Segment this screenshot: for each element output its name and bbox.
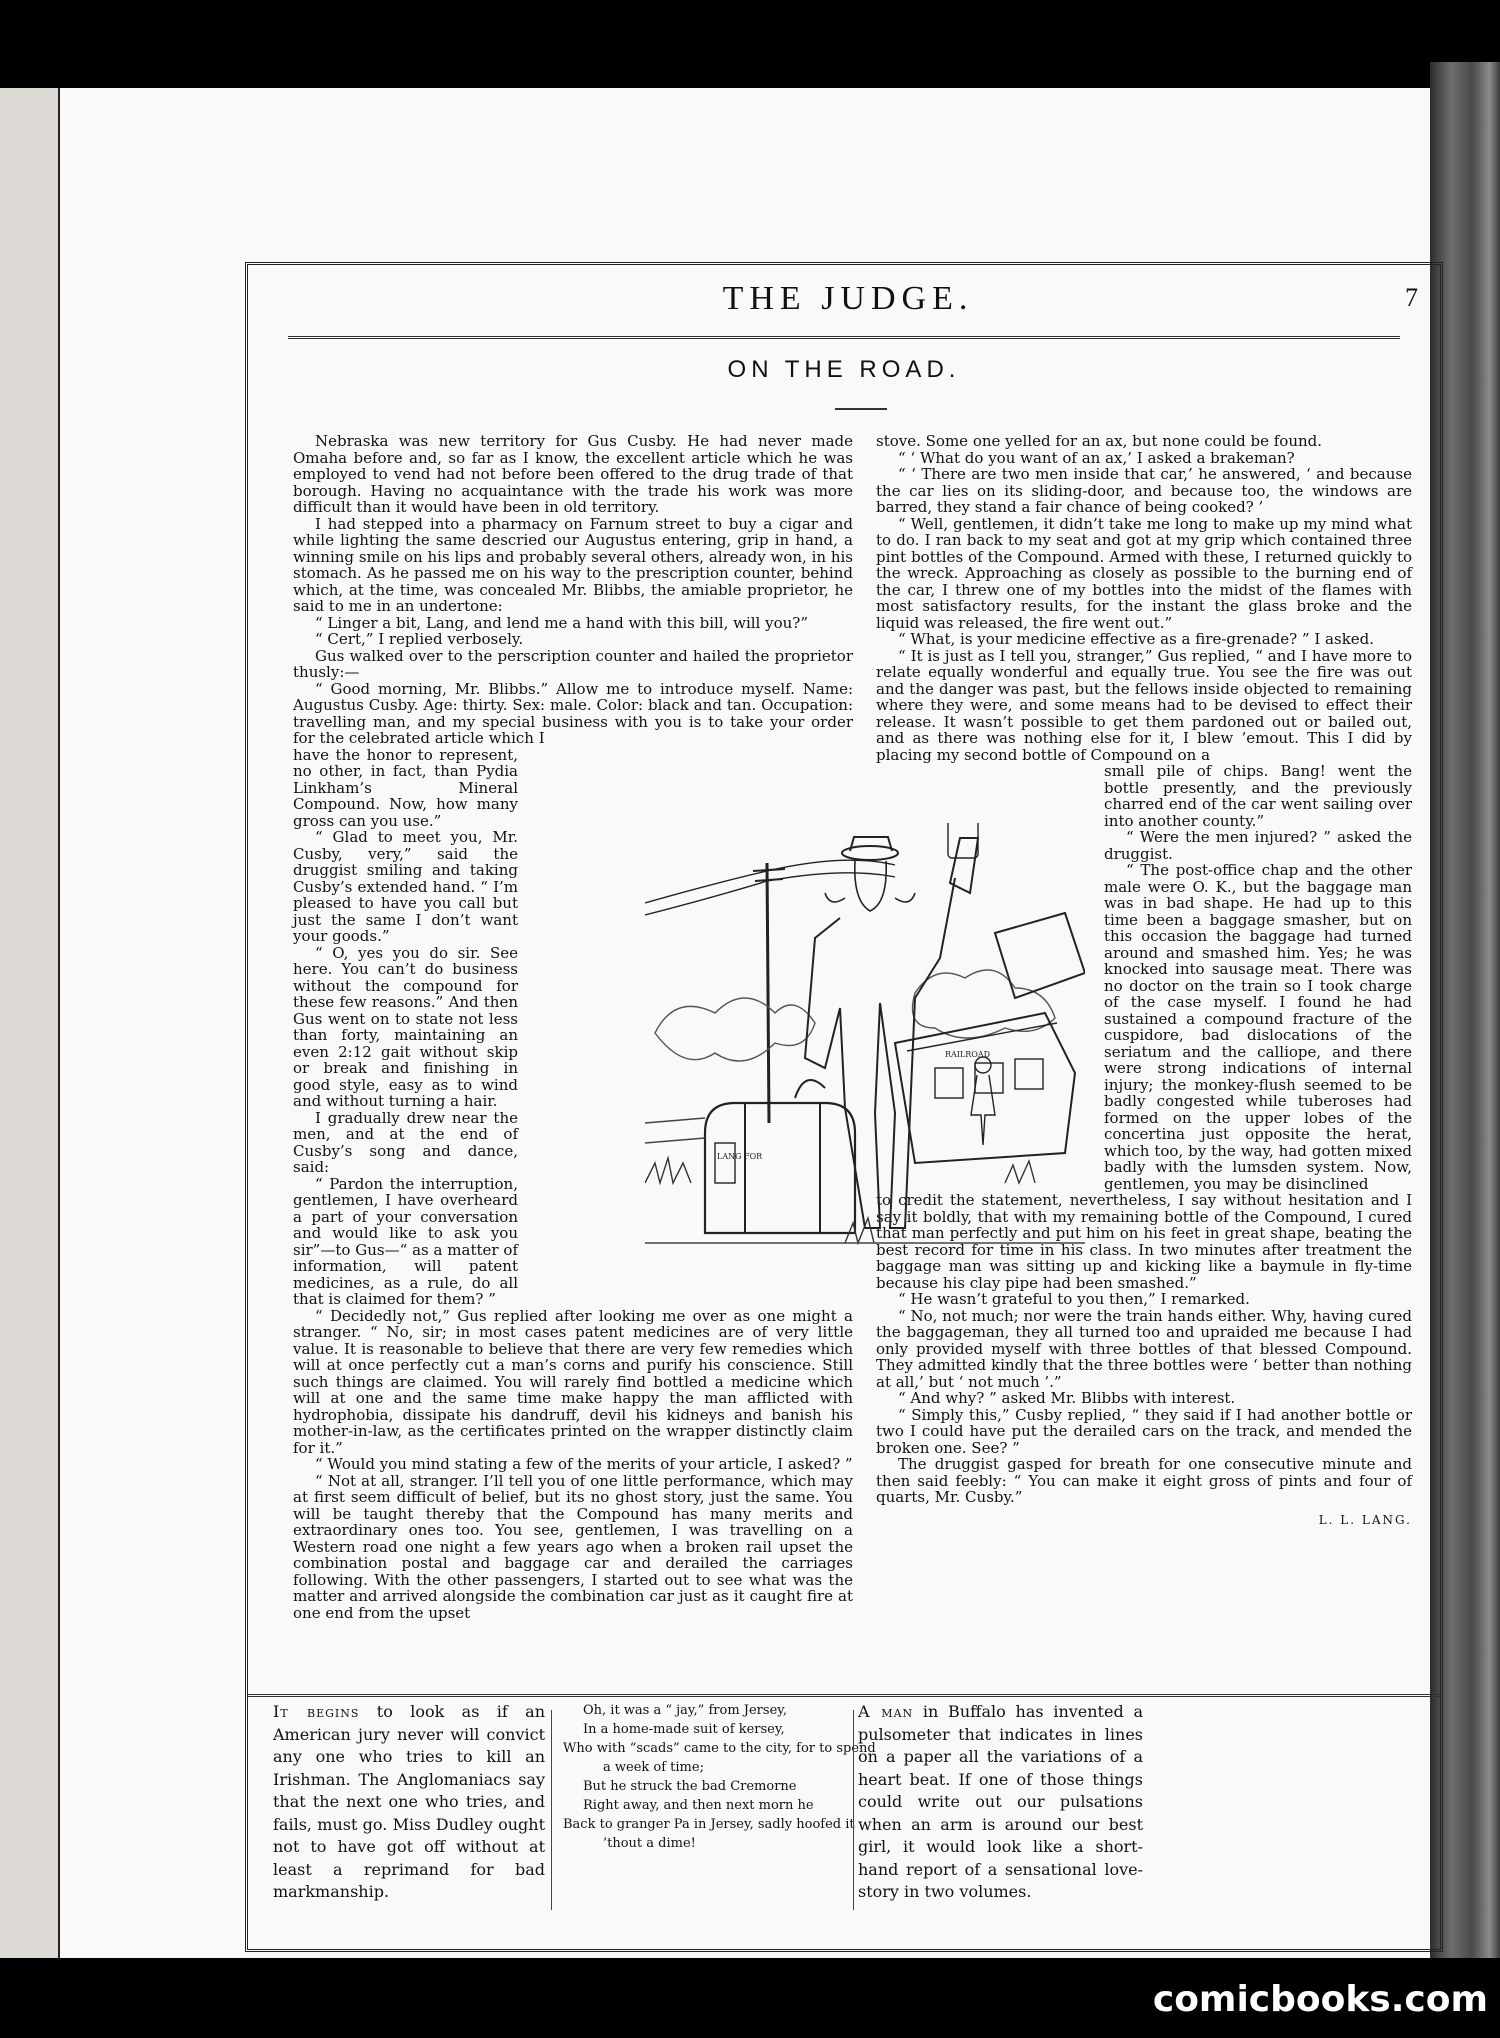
poem-line: But he struck the bad Cremorne: [583, 1779, 797, 1794]
paragraph: “ And why? ” asked Mr. Blibbs with interest.: [898, 1389, 1236, 1407]
paragraph: “ What, is your medicine effective as a fire-grenade? ” I asked.: [898, 630, 1375, 648]
paragraph: “ ‘ There are two men inside that car,’ he answered, ‘ and because the car lies on its sliding-door, and because too, the windows are barred, they stand a fair chance of being cooked? ’: [876, 465, 1412, 516]
paragraph: “ Not at all, stranger. I’ll tell you of one little performance, which may at first seem difficult of belief, but its no ghost story, just the same. You will be taught thereby that the Compound has many merits and extraordinary ones too. You see, gentlemen, I was travelling on a Western road one night a few years ago when a broken rail upset the combination postal and baggage car and derailed the carriages following. With the other passengers, I started out to see what was the matter and arrived alongside the combination car just as it caught fire at one end from the upset: [293, 1471, 853, 1622]
poem-line: a week of time;: [603, 1760, 704, 1775]
col1-narrow: [293, 747, 518, 1308]
paragraph: have the honor to represent, no other, in fact, than Pydia Linkham’s Mineral Compound. Now, how many gross can you use.”: [293, 745, 518, 830]
item-text: to look as if an American jury never will convict any one who tries to kill an Irishman. The Anglomaniacs say that the next one who tries, and fails, must go. Miss Dudley ought not to have got off without at least a reprimand for bad markmanship.: [273, 1702, 546, 1901]
paragraph: Nebraska was new territory for Gus Cusby. He had never made Omaha before and, so far as I know, the excellent article which he was employed to vend had not before been offered to the drug trade of that borough. Having no acquaintance with the trade his work was more difficult than it would have been in old territory.: [293, 432, 853, 516]
masthead-rule: [288, 336, 1400, 339]
paragraph: “ Pardon the interruption, gentlemen, I have overheard a part of your conversation and would like to ask you sir”—to Gus—“ as a matter of information, will patent medicines, as a rule, do all that is claimed for them? ”: [293, 1174, 518, 1308]
lead-words: It begins: [273, 1702, 360, 1721]
paragraph-item-jury: [273, 1701, 545, 1904]
paragraph-item-pulsometer: [858, 1701, 1143, 1904]
poem-line: Who with “scads” came to the city, for to spend: [563, 1741, 876, 1756]
paragraph: small pile of chips. Bang! went the bottle presently, and the previously charred end of the car went sailing over into another county.”: [1104, 762, 1412, 830]
bottom-rule: [248, 1694, 1440, 1697]
column-divider: [853, 1710, 854, 1910]
page-paper: [60, 88, 1430, 1958]
paragraph: The druggist gasped for breath for one consecutive minute and then said feebly: “ You can make it eight gross of pints and four of quarts, Mr. Cusby.”: [876, 1455, 1412, 1506]
paragraph: I had stepped into a pharmacy on Farnum street to buy a cigar and while lighting the same descried our Augustus entering, grip in hand, a winning smile on his lips and probably several others, already won, in his stomach. As he passed me on his way to the prescription counter, behind which, at the time, was concealed Mr. Blibbs, the amiable proprietor, he said to me in an undertone:: [293, 514, 853, 615]
paragraph: “ Well, gentlemen, it didn’t take me long to make up my mind what to do. I ran back to my seat and got at my grip which contained three pint bottles of the Compound. Armed with these, I returned quickly to the wreck. Approaching as closely as possible to the burning end of the car, I threw one of my bottles into the midst of the flames with most satisfactory results, for the instant the glass broke and the liquid was released, the fire went out.”: [876, 514, 1412, 632]
poem-line: ’thout a dime!: [603, 1836, 696, 1851]
paragraph: “ It is just as I tell you, stranger,” Gus replied, “ and I have more to relate equally wonderful and equally true. You see the fire was out and the danger was past, but the fellows inside objected to remaining where they were, and some means had to be devised to effect their release. It wasn’t possible to get them pardoned out or bailed out, and as there was nothing else for it, I blew ’emout. This I did by placing my second bottle of Compound on a: [876, 646, 1412, 764]
train-label: RAILROAD: [945, 1050, 991, 1059]
watermark-text: comicbooks.com: [1152, 1979, 1488, 2020]
col2-narrow: [1104, 763, 1412, 1192]
page-frame: [245, 262, 1443, 1952]
paragraph: to credit the statement, nevertheless, I say without hesitation and I say it boldly, that with my remaining bottle of the Compound, I cured that man perfectly and put him on his feet in great shape, beating the best record for time in his class. In two minutes after treatment the baggage man was sitting up and kicking like a baymule in fly-time because his clay pipe had been smashed.”: [876, 1191, 1412, 1292]
title-rule: [835, 408, 887, 410]
paragraph: “ ‘ What do you want of an ax,’ I asked a brakeman?: [898, 448, 1295, 467]
masthead: THE JUDGE.: [722, 280, 974, 317]
lead-words: A man: [858, 1702, 914, 1721]
paragraph: “ Would you mind stating a few of the merits of your article, I asked? ”: [315, 1455, 853, 1473]
paragraph: “ O, yes you do sir. See here. You can’t do business without the compound for these few reasons.” And then Gus went on to state not less than forty, maintaining an even 2:12 gait without skip or break and finishing in good style, easy as to wind and without turning a hair.: [293, 943, 518, 1110]
poem-line: Right away, and then next morn he: [583, 1798, 814, 1813]
poem-line: Oh, it was a “ jay,” from Jersey,: [583, 1703, 788, 1718]
paragraph: “ Glad to meet you, Mr. Cusby, very,” said the druggist smiling and taking Cusby’s extended hand. “ I’m pleased to have you call but just the same I don’t want your goods.”: [293, 828, 518, 945]
suitcase-label: LANG FOR: [717, 1152, 763, 1161]
page-number: 7: [1405, 283, 1418, 312]
paragraph: “ Cert,” I replied verbosely.: [315, 630, 524, 648]
paragraph: “ Linger a bit, Lang, and lend me a hand with this bill, will you?”: [315, 613, 808, 632]
paragraph: “ Simply this,” Cusby replied, “ they said if I had another bottle or two I could have put the derailed cars on the track, and mended the broken one. See? ”: [876, 1405, 1412, 1457]
paragraph: I gradually drew near the men, and at the end of Cusby’s song and dance, said:: [293, 1108, 518, 1176]
article-title: ON THE ROAD.: [727, 356, 961, 383]
col2-top: [876, 433, 1412, 763]
author-signature: L. L. LANG.: [1318, 1512, 1412, 1527]
poem-line: In a home-made suit of kersey,: [583, 1722, 785, 1737]
paragraph: “ Good morning, Mr. Blibbs.” Allow me to introduce myself. Name: Augustus Cusby. Age: thirty. Sex: male. Color: black and tan. Occupation: travelling man, and my special business with you is to take your order for the celebrated article which I: [293, 679, 853, 747]
paragraph: “ No, not much; nor were the train hands either. Why, having cured the baggageman, they all turned too and upraided me because I had only provided myself with three bottles of that blessed Compound. They admitted kindly that the three bottles were ‘ better than nothing at all,’ but ‘ not much ’.”: [876, 1306, 1412, 1391]
item-text: in Buffalo has invented a pulsometer that indicates in lines on a paper all the variations of a heart beat. If one of those things could write out our pulsations when an arm is around our best girl, it would look like a short-hand report of a sensational love-story in two volumes.: [858, 1702, 1143, 1901]
paragraph: “ The post-office chap and the other male were O. K., but the baggage man was in bad shape. He had up to this time been a baggage smasher, but on this occasion the baggage had turned around and smashed him. Yes; he was knocked into sausage meat. There was no doctor on the train so I took charge of the case myself. I found he had sustained a compound fracture of the cuspidore, bad dislocations of the seriatum and the calliope, and there were strong indications of internal injury; the monkey-flush seemed to be badly congested while tuberoses had formed on the upper lobes of the concertina just opposite the herat, which too, by the way, had gotten mixed badly with the lumsden system. Now, gentlemen, you may be disinclined: [1104, 861, 1412, 1193]
paragraph: “ Were the men injured? ” asked the druggist.: [1104, 828, 1412, 863]
poem-jersey-jay: [563, 1701, 876, 1853]
poem-line: Back to granger Pa in Jersey, sadly hoofed it: [563, 1817, 855, 1832]
left-page-edge: [0, 88, 61, 1958]
illustration-salesman: [645, 823, 1085, 1251]
paragraph: Gus walked over to the perscription counter and hailed the proprietor thusly:—: [293, 646, 853, 681]
paragraph: stove. Some one yelled for an ax, but none could be found.: [876, 432, 1323, 450]
paragraph: “ Decidedly not,” Gus replied after looking me over as one might a stranger. “ No, sir; in most cases patent medicines are of very little value. It is reasonable to believe that there are very few remedies which will at once perfectly cut a man’s corns and purify his conscience. Still such things are claimed. You will rarely find bottled a medicine which will at one and the same time make happy the man afflicted with hydrophobia, dissipate his dandruff, devil his kidneys and banish his mother-in-law, as the certificates printed on the wrapper distinctly claim for it.”: [293, 1306, 853, 1457]
column-divider: [551, 1710, 552, 1910]
paragraph: “ He wasn’t grateful to you then,” I remarked.: [898, 1290, 1250, 1308]
col1-top: [293, 433, 853, 747]
col1-bottom: [293, 1308, 853, 1622]
